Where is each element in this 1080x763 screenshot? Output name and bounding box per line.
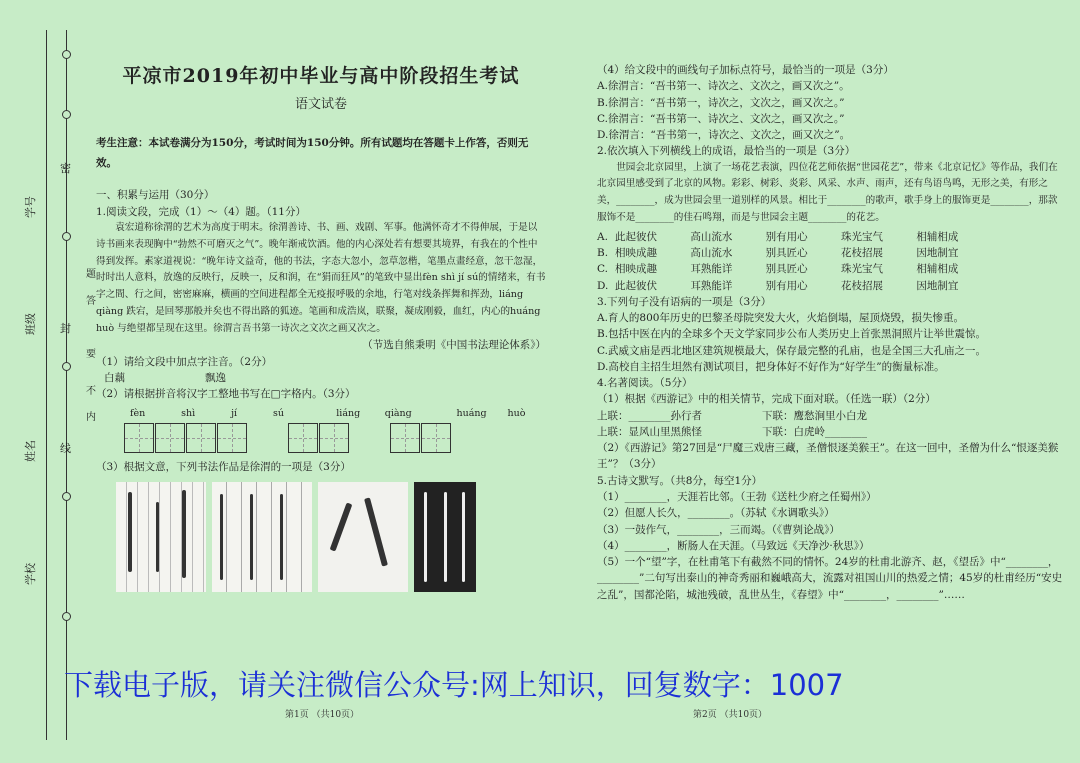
pinyin-row [96, 407, 546, 422]
calligraphy-image-a[interactable] [116, 482, 206, 592]
opt-cell: 别具匠心 [765, 263, 808, 276]
option: A.徐渭言：“吾书第一、诗次之、文次之，画又次之”。 [597, 80, 850, 93]
exam-title: 平凉市2019年初中毕业与高中阶段招生考试 [122, 65, 520, 87]
opt-cell: 相辅相成 [916, 230, 959, 243]
opt-cell: 此起彼伏 [615, 230, 657, 243]
opt-cell: 因地制宜 [916, 279, 959, 292]
binding-hole [62, 492, 71, 501]
binding-label-xingming: 姓名 [24, 440, 37, 462]
opt-cell: 珠光宝气 [841, 263, 883, 276]
opt-cell: 高山流水 [690, 246, 733, 259]
option: D.徐渭言：“吾书第一，诗次之、文次之，画又次之”。 [597, 129, 851, 142]
char-box[interactable] [288, 423, 318, 453]
opt-cell: 此起彼伏 [615, 279, 657, 292]
binding-label-banji: 班级 [24, 313, 37, 335]
option: B.徐渭言：“吾书第一，诗次之，文次之，画又次之。” [597, 96, 845, 109]
binding-seal-char: 内 [86, 412, 96, 423]
question-2: 2.依次填入下列横线上的成语，最恰当的一项是（3分） [597, 145, 856, 158]
question-4: 4.名著阅读。（5分） [597, 377, 693, 390]
annotate-word: 白藕 [104, 371, 125, 384]
pinyin: liáng [336, 407, 361, 419]
opt-cell: 别有用心 [765, 230, 808, 243]
binding-seal-char: 密 [60, 162, 71, 175]
opt-cell: 珠光宝气 [841, 230, 883, 243]
left-page [96, 62, 546, 592]
pinyin: jí [231, 407, 238, 419]
opt-cell: 别具匠心 [765, 246, 808, 259]
binding-line-inner [66, 30, 67, 740]
opt-cell: 相映成趣 [615, 246, 657, 259]
passage-source: （节选自熊秉明《中国书法理论体系》） [362, 339, 546, 352]
opt-cell: 耳熟能详 [690, 263, 733, 276]
question-2-passage: 世园会北京园里，上演了一场花艺表演，四位花艺师依据“世园花艺”，带来《北京记忆》等作品，我们在北京园里感受到了北京的风物。彩彩、树彩、炎彩、风采、水声、雨声，还有鸟语鸟鸣，无形之美，有形之美，________，成为世园会里一道别样的风景。相比于________的歌声，歌手身上的服饰更是________，那款服饰不是________的佳石鸣翔，而是与世园会主题________的花艺。 [597, 161, 1058, 223]
sub-question-3: （3）根据文意，下列书法作品是徐渭的一项是（3分） [96, 461, 351, 474]
opt-cell: C. [597, 263, 608, 276]
option: B.包括中医在内的全球多个天文学家同步公布人类历史上首张黑洞照片让举世震惊。 [597, 328, 987, 341]
reading-passage: 袁宏道称徐渭的艺术为高度于明末。徐渭善诗、书、画、戏剧、军事。他满怀奇才不得伸展，于是以诗书画来表现胸中“勃然不可磨灭之气”。晚年渐戒饮酒。他的内心深处若有想要其境界，有我在的个性中得到发挥。素家道视说：“晚年诗文益奇，他的书法，字态大忽小，忽草忽楷，笔墨点畫经意，忽干忽湿，时时出人意料，放逸的反映行，反映一，反和润，在“狷而狂风”的笔致中显出fèn shì jí sú的情绪来，有书字之間、行之间，密密麻麻，横画的空间进程都全无疫报呼吸的余地，行笔对线条挥舞和挥劲，liáng qiàng 跌宕，是回琴那般并矣也不得出路的狐迹。笔画和成浩岚，联聚，凝成刚毅，血红，内心的huáng huò 与绝望都呈现在这里。徐渭言吾书第一诗次之文次之画又次之。 [96, 221, 546, 334]
char-box[interactable] [421, 423, 451, 453]
char-box[interactable] [319, 423, 349, 453]
calligraphy-image-c[interactable] [318, 482, 408, 592]
binding-seal-char: 不 [86, 386, 96, 397]
binding-hole [62, 612, 71, 621]
binding-label-xuehao: 学号 [24, 196, 37, 218]
poem-line: （4）________，断肠人在天涯。（马致远《天净沙·秋思》） [597, 539, 870, 552]
opt-cell: 别有用心 [765, 279, 808, 292]
question-1-4: （4）给文段中的画线句子加标点符号，最恰当的一项是（3分） [597, 64, 894, 76]
opt-cell: 高山流水 [690, 230, 733, 243]
calligraphy-options [116, 482, 546, 592]
pinyin: sú [273, 407, 285, 419]
poem-line: （2）但愿人长久，________。（苏轼《水调歌头》） [597, 507, 835, 520]
option: D.高校自主招生坦然有测试项目，把身体好不好作为“好学生”的衡量标准。 [597, 360, 945, 373]
char-box[interactable] [155, 423, 185, 453]
option: C.徐渭言：“吾书第一、诗次之、文次之，画又次之。” [597, 112, 845, 125]
opt-cell: 因地制宜 [916, 246, 959, 259]
calligraphy-image-d[interactable] [414, 482, 476, 592]
right-page [597, 62, 1067, 603]
calligraphy-image-b[interactable] [212, 482, 312, 592]
question-4-1: （1）根据《西游记》中的相关情节，完成下面对联。（任选一联）（2分） [597, 393, 936, 406]
sub-question-1: （1）请给文段中加点字注音。（2分） [96, 355, 273, 368]
binding-hole [62, 50, 71, 59]
char-box[interactable] [186, 423, 216, 453]
question-3: 3.下列句子没有语病的一项是（3分） [597, 295, 772, 308]
char-box[interactable] [217, 423, 247, 453]
opt-cell: A. [597, 230, 608, 243]
binding-hole [62, 362, 71, 371]
opt-cell: D. [597, 279, 609, 292]
binding-margin [0, 0, 95, 763]
option: C.武威文庙是西北地区建筑规模最大，保存最完整的孔庙，也是全国三大孔庙之一。 [597, 344, 986, 357]
option: A.育人的800年历史的巴黎圣母院突发大火，火焰倒塌，屋顶烧毁，损失惨重。 [597, 312, 964, 325]
opt-cell: B. [597, 246, 609, 259]
question-5: 5.古诗文默写。（共8分，每空1分） [597, 474, 763, 487]
opt-cell: 花枝招展 [841, 279, 883, 292]
opt-cell: 相辅相成 [916, 263, 959, 276]
poem-line: （3）一鼓作气，________，三而竭。（《曹刿论战》） [597, 523, 840, 536]
binding-seal-char: 要 [86, 349, 96, 360]
pinyin: fèn [129, 407, 146, 419]
couplet-down: 下联：鹰愁涧里小白龙 [762, 409, 867, 422]
binding-hole [62, 110, 71, 119]
annotate-word: 飘逸 [205, 371, 226, 384]
binding-label-xuexiao: 学校 [24, 563, 37, 585]
exam-subtitle: 语文试卷 [294, 97, 347, 113]
download-banner: 下载电子版，请关注微信公众号:网上知识，回复数字：1007 [64, 668, 844, 702]
question-2-options [597, 229, 1067, 294]
couplet-up: 上联：显风山里黑熊怪 [597, 425, 702, 438]
char-box[interactable] [390, 423, 420, 453]
char-box[interactable] [124, 423, 154, 453]
writing-grid [124, 423, 546, 453]
pinyin: huò [507, 407, 526, 419]
binding-seal-char: 题 [86, 269, 96, 280]
binding-seal-char: 答 [86, 296, 96, 307]
page-footer-right: 第2页 （共10页） [693, 710, 768, 720]
page-footer-left: 第1页 （共10页） [285, 710, 360, 720]
couplet-up: 上联：________孙行者 [597, 409, 702, 422]
poem-line: （1）________，天涯若比邻。（王勃《送杜少府之任蜀州》） [597, 490, 877, 503]
binding-hole [62, 232, 71, 241]
opt-cell: 花枝招展 [841, 246, 883, 259]
opt-cell: 耳熟能详 [690, 279, 733, 292]
section-heading: 一、积累与运用（30分） [96, 189, 215, 202]
pinyin: huáng [456, 407, 487, 419]
exam-notice: 考生注意：本试卷满分为150分，考试时间为150分钟。所有试题均在答题卡上作答，否则无效。 [96, 136, 529, 169]
question-4-2: （2）《西游记》第27回是“尸魔三戏唐三藏，圣僧恨逐美猴王”。在这一回中，圣僧为什么“恨逐美猴王”？（3分） [597, 442, 1059, 471]
sub-question-2: （2）请根据拼音将汉字工整地书写在□字格内。（3分） [96, 388, 356, 401]
couplet-down: 下联：白虎岭________ [762, 425, 867, 438]
binding-line-outer [46, 30, 47, 740]
question-1: 1.阅读文段，完成（1）～（4）题。（11分） [96, 205, 306, 218]
binding-seal-char: 线 [60, 442, 71, 455]
opt-cell: 相映成趣 [615, 263, 657, 276]
poem-line: （5）一个“望”字，在杜甫笔下有截然不同的情怀。24岁的杜甫北游齐、赵，《望岳》中“________，________”二句写出泰山的神奇秀丽和巍峨高大，流露对祖国山川的热爱之情；45岁的杜甫经历“安史之乱”，国都沦陷，城池残破，乱世丛生，《春望》中“________，________”…… [597, 556, 1063, 601]
pinyin: qiàng [384, 407, 412, 419]
binding-seal-char: 封 [60, 322, 71, 335]
pinyin: shì [181, 407, 196, 419]
